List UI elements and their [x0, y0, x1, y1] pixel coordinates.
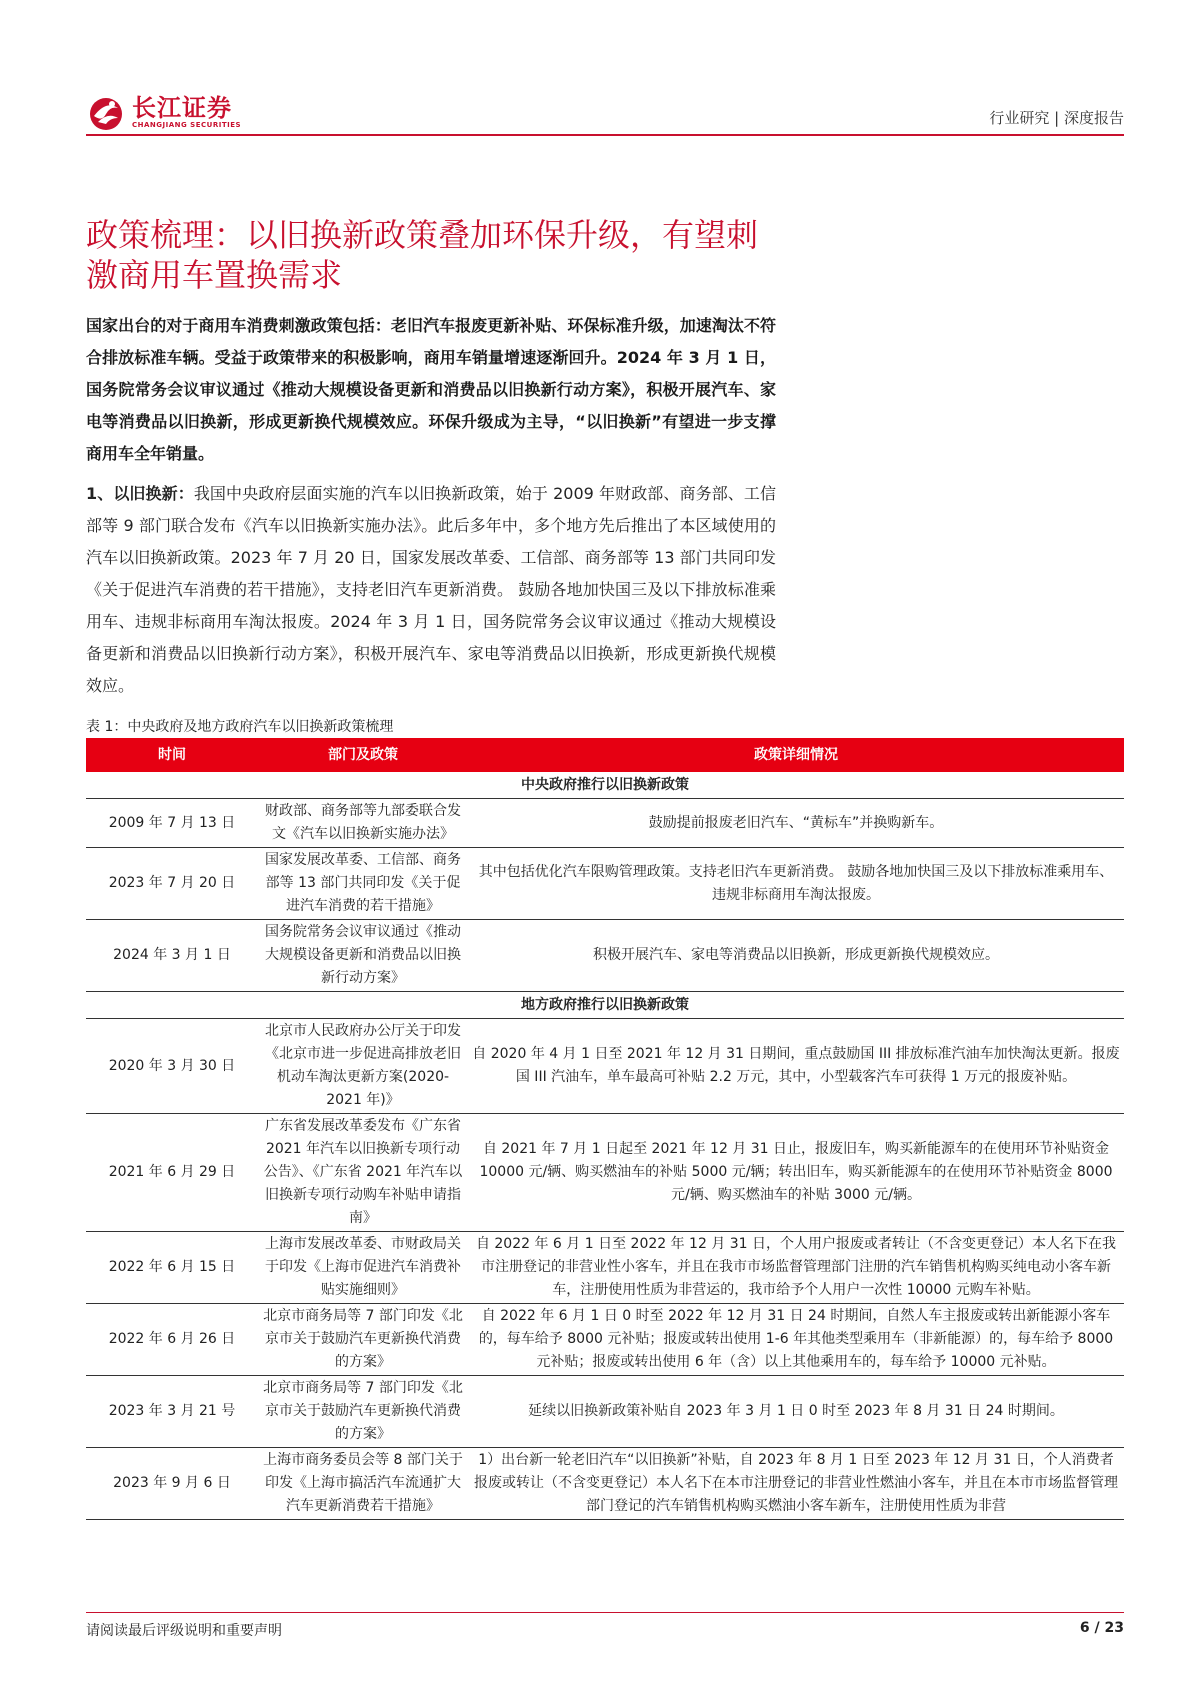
- section-title-cell: 中央政府推行以旧换新政策: [86, 772, 1124, 799]
- cell-time: 2022 年 6 月 15 日: [86, 1232, 258, 1304]
- table-row: [86, 1232, 1124, 1304]
- logo-text-cn: 长江证券: [132, 93, 232, 122]
- table-header-row: [86, 738, 1124, 772]
- cell-dept: 国务院常务会议审议通过《推动大规模设备更新和消费品以旧换新行动方案》: [258, 920, 468, 992]
- section-row-local: [86, 992, 1124, 1019]
- cell-detail: 1）出台新一轮老旧汽车“以旧换新”补贴，自 2023 年 8 月 1 日至 2023 年 12 月 31 日，个人消费者报废或转让（不含变更登记）本人名下在本市注册登记的非营业性燃油小客车，并且在本市市场监督管理部门登记的汽车销售机构购买燃油小客车新车，注册使用性质为非营: [468, 1448, 1124, 1520]
- section-row-central: [86, 772, 1124, 799]
- phoenix-logo-icon: [86, 92, 126, 132]
- cell-detail: 自 2021 年 7 月 1 日起至 2021 年 12 月 31 日止，报废旧车，购买新能源车的在使用环节补贴资金 10000 元/辆、购买燃油车的补贴 5000 元/辆；转出旧车，购买新能源车的在使用环节补贴资金 8000 元/辆、购买燃油车的补贴 3000 元/辆。: [468, 1114, 1124, 1232]
- cell-detail: 自 2022 年 6 月 1 日 0 时至 2022 年 12 月 31 日 24 时期间，自然人车主报废或转出新能源小客车的，每车给予 8000 元补贴；报废或转出使用 1-6 年其他类型乘用车（非新能源）的，每车给予 8000 元补贴；报废或转出使用 6 年（含）以上其他乘用车的，每车给予 10000 元补贴。: [468, 1304, 1124, 1376]
- table-row: [86, 1114, 1124, 1232]
- table-row: [86, 848, 1124, 920]
- header-time: 时间: [86, 738, 258, 772]
- cell-time: 2009 年 7 月 13 日: [86, 799, 258, 848]
- summary-paragraph: 国家出台的对于商用车消费刺激政策包括：老旧汽车报废更新补贴、环保标准升级，加速淘汰不符合排放标准车辆。受益于政策带来的积极影响，商用车销量增速逐渐回升。2024 年 3 月 1 日，国务院常务会议审议通过《推动大规模设备更新和消费品以旧换新行动方案》，积极开展汽车、家电等消费品以旧换新，形成更新换代规模效应。环保升级成为主导，“以旧换新”有望进一步支撑商用车全年销量。: [86, 316, 776, 463]
- header-detail: 政策详细情况: [468, 738, 1124, 772]
- paragraph-lead: 1、以旧换新：: [86, 484, 194, 503]
- table-row: [86, 920, 1124, 992]
- cell-detail: 延续以旧换新政策补贴自 2023 年 3 月 1 日 0 时至 2023 年 8 月 31 日 24 时期间。: [468, 1376, 1124, 1448]
- cell-dept: 北京市人民政府办公厅关于印发《北京市进一步促进高排放老旧机动车淘汰更新方案(2020-2021 年)》: [258, 1019, 468, 1114]
- cell-detail: 其中包括优化汽车限购管理政策。支持老旧汽车更新消费。 鼓励各地加快国三及以下排放标准乘用车、违规非标商用车淘汰报废。: [468, 848, 1124, 920]
- cell-time: 2023 年 9 月 6 日: [86, 1448, 258, 1520]
- cell-detail: 鼓励提前报废老旧汽车、“黄标车”并换购新车。: [468, 799, 1124, 848]
- cell-dept: 广东省发展改革委发布《广东省 2021 年汽车以旧换新专项行动公告》、《广东省 2021 年汽车以旧换新专项行动购车补贴申请指南》: [258, 1114, 468, 1232]
- section-title-cell: 地方政府推行以旧换新政策: [86, 992, 1124, 1019]
- table-row: [86, 1376, 1124, 1448]
- header-divider: [86, 134, 1124, 136]
- cell-dept: 上海市发展改革委、市财政局关于印发《上海市促进汽车消费补贴实施细则》: [258, 1232, 468, 1304]
- policy-table: [86, 738, 1124, 1520]
- table-caption: 表 1：中央政府及地方政府汽车以旧换新政策梳理: [86, 719, 394, 735]
- table-row: [86, 799, 1124, 848]
- body-paragraph: [86, 478, 776, 702]
- cell-detail: 自 2022 年 6 月 1 日至 2022 年 12 月 31 日，个人用户报废或者转让（不含变更登记）本人名下在我市注册登记的非营业性小客车，并且在我市市场监督管理部门注册的汽车销售机构购买纯电动小客车新车，注册使用性质为非营运的，我市给予个人用户一次性 10000 元购车补贴。: [468, 1232, 1124, 1304]
- cell-time: 2020 年 3 月 30 日: [86, 1019, 258, 1114]
- cell-dept: 财政部、商务部等九部委联合发文《汽车以旧换新实施办法》: [258, 799, 468, 848]
- logo: [86, 90, 241, 134]
- footer-divider: [86, 1612, 1124, 1613]
- disclaimer-note: 请阅读最后评级说明和重要声明: [86, 1623, 282, 1639]
- report-type-label: 行业研究 | 深度报告: [989, 109, 1124, 127]
- cell-detail: 积极开展汽车、家电等消费品以旧换新，形成更新换代规模效应。: [468, 920, 1124, 992]
- header-dept: 部门及政策: [258, 738, 468, 772]
- cell-time: 2024 年 3 月 1 日: [86, 920, 258, 992]
- section-title: 政策梳理：以旧换新政策叠加环保升级，有望刺激商用车置换需求: [86, 216, 759, 294]
- logo-text-en: CHANGJIANG SECURITIES: [132, 120, 242, 129]
- cell-dept: 上海市商务委员会等 8 部门关于印发《上海市搞活汽车流通扩大汽车更新消费若干措施》: [258, 1448, 468, 1520]
- table-row: [86, 1304, 1124, 1376]
- cell-detail: 自 2020 年 4 月 1 日至 2021 年 12 月 31 日期间，重点鼓励国 III 排放标准汽油车加快淘汰更新。报废国 III 汽油车，单车最高可补贴 2.2 万元，其中，小型载客汽车可获得 1 万元的报废补贴。: [468, 1019, 1124, 1114]
- cell-dept: 北京市商务局等 7 部门印发《北京市关于鼓励汽车更新换代消费的方案》: [258, 1376, 468, 1448]
- cell-time: 2022 年 6 月 26 日: [86, 1304, 258, 1376]
- cell-time: 2023 年 7 月 20 日: [86, 848, 258, 920]
- cell-dept: 国家发展改革委、工信部、商务部等 13 部门共同印发《关于促进汽车消费的若干措施》: [258, 848, 468, 920]
- cell-dept: 北京市商务局等 7 部门印发《北京市关于鼓励汽车更新换代消费的方案》: [258, 1304, 468, 1376]
- table-row: [86, 1019, 1124, 1114]
- paragraph-text: 我国中央政府层面实施的汽车以旧换新政策，始于 2009 年财政部、商务部、工信部等 9 部门联合发布《汽车以旧换新实施办法》。此后多年中，多个地方先后推出了本区域使用的汽车以旧换新政策。2023 年 7 月 20 日，国家发展改革委、工信部、商务部等 13 部门共同印发《关于促进汽车消费的若干措施》，支持老旧汽车更新消费。 鼓励各地加快国三及以下排放标准乘用车、违规非标商用车淘汰报废。2024 年 3 月 1 日，国务院常务会议审议通过《推动大规模设备更新和消费品以旧换新行动方案》，积极开展汽车、家电等消费品以旧换新，形成更新换代规模效应。: [86, 484, 776, 695]
- page-number: 6 / 23: [1079, 1620, 1124, 1636]
- cell-time: 2023 年 3 月 21 号: [86, 1376, 258, 1448]
- cell-time: 2021 年 6 月 29 日: [86, 1114, 258, 1232]
- table-row: [86, 1448, 1124, 1520]
